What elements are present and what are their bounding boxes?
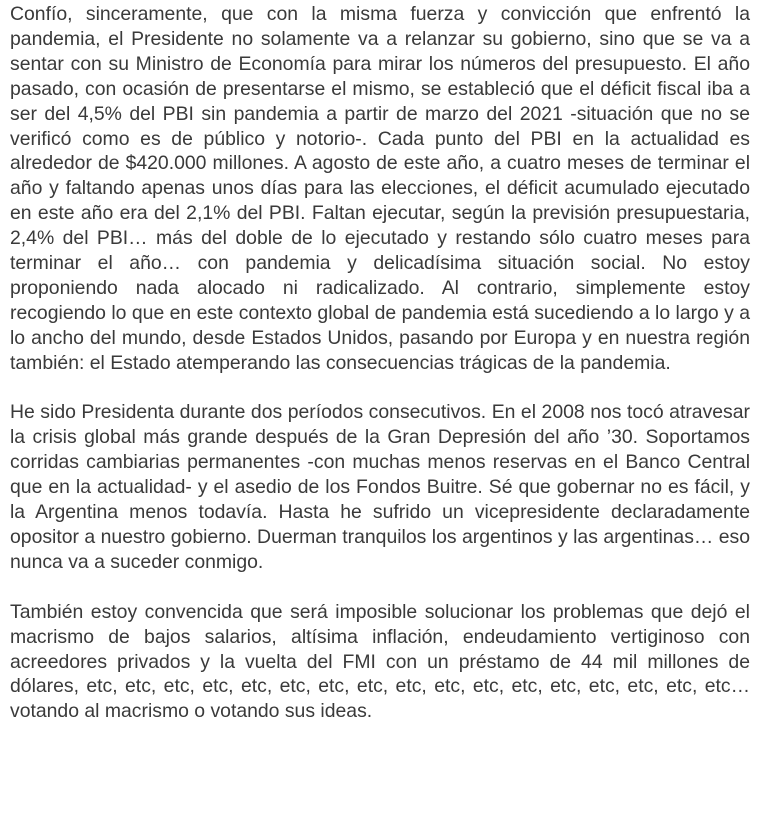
paragraph-3: También estoy convencida que será imposible solucionar los problemas que dejó el macrismo de bajos salarios, altísima inflación, endeudamiento vertiginoso con acreedores privados y la vuelta del FMI con un préstamo de 44 mil millones de dólares, etc, etc, etc, etc, etc, etc, etc, etc, etc, etc, etc, etc, etc, etc, etc, etc, etc… votando al macrismo o votando sus ideas.: [10, 600, 750, 723]
paragraph-1: Confío, sinceramente, que con la misma fuerza y convicción que enfrentó la pandemia, el Presidente no solamente va a relanzar su gobierno, sino que se va a sentar con su Ministro de Economía para mirar los números del presupuesto. El año pasado, con ocasión de presentarse el mismo, se estableció que el déficit fiscal iba a ser del 4,5% del PBI sin pandemia a partir de marzo del 2021 -situación que no se verificó como es de público y notorio-. Cada punto del PBI en la actualidad es alrededor de $420.000 millones. A agosto de este año, a cuatro meses de terminar el año y faltando apenas unos días para las elecciones, el déficit acumulado ejecutado en este año era del 2,1% del PBI. Faltan ejecutar, según la previsión presupuestaria, 2,4% del PBI… más del doble de lo ejecutado y restando sólo cuatro meses para terminar el año… con pandemia y delicadísima situación social. No estoy proponiendo nada alocado ni radicalizado. Al contrario, simplemente estoy recogiendo lo que en este contexto global de pandemia está sucediendo a lo largo y a lo ancho del mundo, desde Estados Unidos, pasando por Europa y en nuestra región también: el Estado atemperando las consecuencias trágicas de la pandemia.: [10, 3, 750, 374]
paragraph-2: He sido Presidenta durante dos períodos consecutivos. En el 2008 nos tocó atravesar la crisis global más grande después de la Gran Depresión del año ’30. Soportamos corridas cambiarias permanentes -con muchas menos reservas en el Banco Central que en la actualidad- y el asedio de los Fondos Buitre. Sé que gobernar no es fácil, y la Argentina menos todavía. Hasta he sufrido un vicepresidente declaradamente opositor a nuestro gobierno. Duerman tranquilos los argentinos y las argentinas… eso nunca va a suceder conmigo.: [10, 401, 750, 573]
